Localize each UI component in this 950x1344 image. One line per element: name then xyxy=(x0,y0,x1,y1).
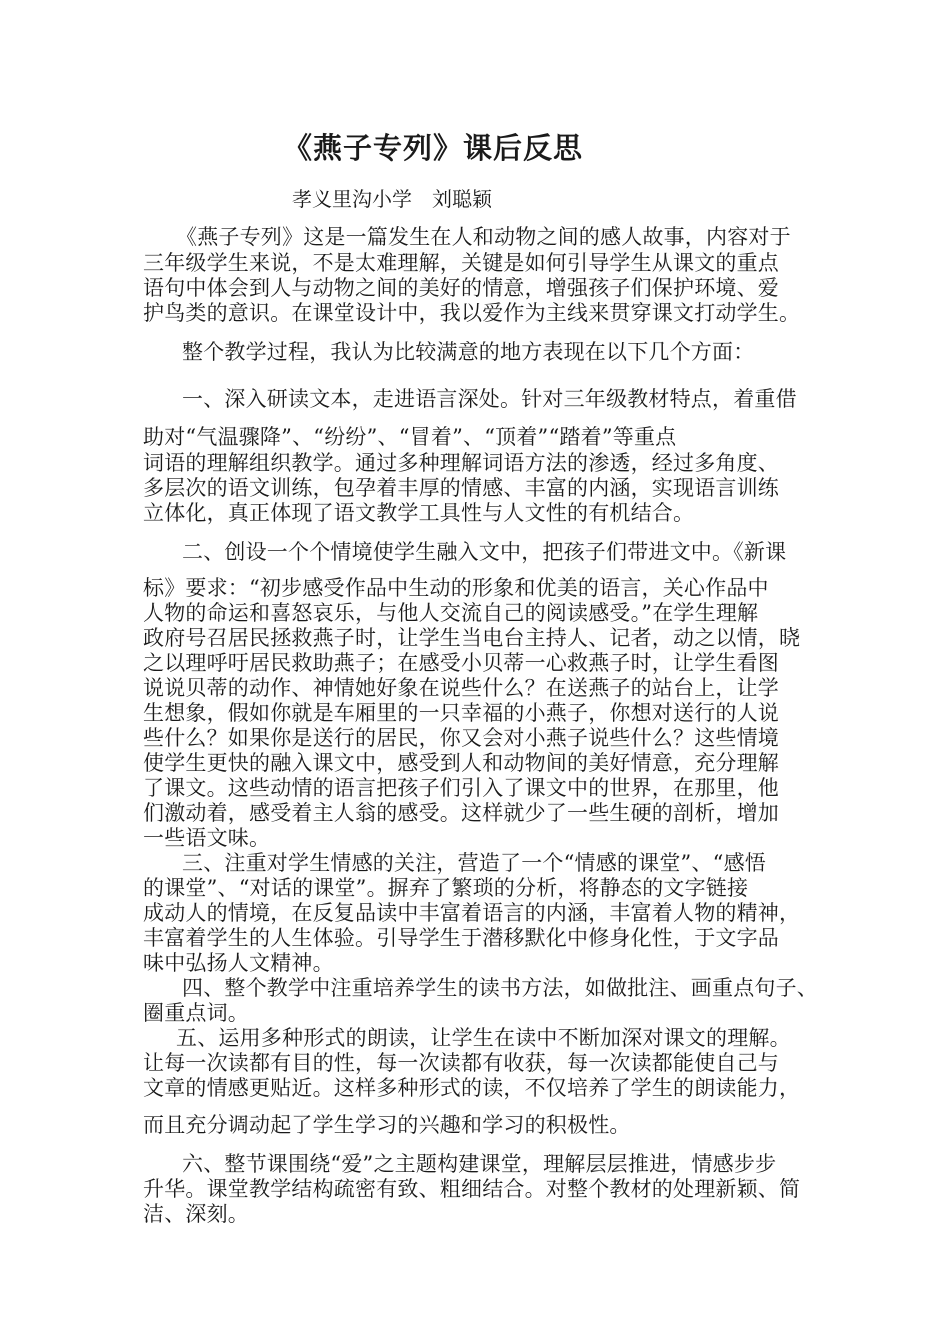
body-line: 之以理呼吁居民救助燕子；在感受小贝蒂一心救燕子时，让学生看图 xyxy=(143,651,779,675)
body-line: 四、整个教学中注重培养学生的读书方法，如做批注、画重点句子、 xyxy=(182,976,818,1000)
body-line: 多层次的语文训练，包孕着丰厚的情感、丰富的内涵，实现语言训练 xyxy=(143,476,779,500)
body-line: 文章的情感更贴近。这样多种形式的读，不仅培养了学生的朗读能力， xyxy=(143,1076,801,1100)
body-line: 语句中体会到人与动物之间的美好的情意，增强孩子们保护环境、爱 xyxy=(143,276,779,300)
body-line: 洁、深刻。 xyxy=(143,1202,249,1226)
body-line: 生想象，假如你就是车厢里的一只幸福的小燕子，你想对送行的人说 xyxy=(143,701,779,725)
body-line: 三、注重对学生情感的关注，营造了一个“情感的课堂”、“感悟 xyxy=(182,851,767,875)
body-line: 人物的命运和喜怒哀乐，与他人交流自己的阅读感受。”在学生理解 xyxy=(143,601,759,625)
body-line: 政府号召居民拯救燕子时，让学生当电台主持人、记者，动之以情，晓 xyxy=(143,626,801,650)
body-line: 词语的理解组织教学。通过多种理解词语方法的渗透，经过多角度、 xyxy=(143,451,779,475)
body-line: 《燕子专列》这是一篇发生在人和动物之间的感人故事，内容对于 xyxy=(176,225,791,249)
body-line: 使学生更快的融入课文中，感受到人和动物间的美好情意，充分理解 xyxy=(143,751,779,775)
body-line: 的课堂”、“对话的课堂”。摒弃了繁琐的分析，将静态的文字链接 xyxy=(143,876,749,900)
document-author: 孝义里沟小学 刘聪颖 xyxy=(292,187,492,211)
body-line: 味中弘扬人文精神。 xyxy=(143,951,334,975)
body-line: 丰富着学生的人生体验。引导学生于潜移默化中修身化性，于文字品 xyxy=(143,926,779,950)
body-line: 整个教学过程，我认为比较满意的地方表现在以下几个方面： xyxy=(182,340,755,364)
body-line: 二、创设一个个情境使学生融入文中，把孩子们带进文中。《新课 xyxy=(182,540,787,564)
document-title: 《燕子专列》课后反思 xyxy=(282,131,583,165)
body-line: 立体化，真正体现了语文教学工具性与人文性的有机结合。 xyxy=(143,501,695,525)
body-line: 标》要求：“初步感受作品中生动的形象和优美的语言，关心作品中 xyxy=(143,576,769,600)
body-line: 了课文。这些动情的语言把孩子们引入了课文中的世界，在那里，他 xyxy=(143,776,779,800)
body-line: 们激动着，感受着主人翁的感受。这样就少了一些生硬的剖析，增加 xyxy=(143,801,779,825)
body-line: 护鸟类的意识。在课堂设计中，我以爱作为主线来贯穿课文打动学生。 xyxy=(143,301,801,325)
body-line: 些什么？如果你是送行的居民，你又会对小燕子说些什么？这些情境 xyxy=(143,726,779,750)
body-line: 说说贝蒂的动作、神情她好象在说些什么？在送燕子的站台上，让学 xyxy=(143,676,779,700)
body-line: 而且充分调动起了学生学习的兴趣和学习的积极性。 xyxy=(143,1113,631,1137)
body-line: 圈重点词。 xyxy=(143,1001,249,1025)
body-line: 一些语文味。 xyxy=(143,826,271,850)
body-line: 成动人的情境，在反复品读中丰富着语言的内涵，丰富着人物的精神， xyxy=(143,901,801,925)
body-line: 一、深入研读文本，走进语言深处。针对三年级教材特点，着重借 xyxy=(182,387,797,411)
body-line: 升华。课堂教学结构疏密有致、粗细结合。对整个教材的处理新颖、简 xyxy=(143,1177,801,1201)
body-line: 助对“气温骤降”、“纷纷”、“冒着”、“顶着”“踏着”等重点 xyxy=(143,425,677,449)
body-line: 让每一次读都有目的性，每一次读都有收获，每一次读都能使自己与 xyxy=(143,1051,779,1075)
body-line: 三年级学生来说，不是太难理解，关键是如何引导学生从课文的重点 xyxy=(143,251,779,275)
body-line: 五、运用多种形式的朗读，让学生在读中不断加深对课文的理解。 xyxy=(176,1026,791,1050)
body-line: 六、整节课围绕“爱”之主题构建课堂，理解层层推进，情感步步 xyxy=(182,1152,777,1176)
